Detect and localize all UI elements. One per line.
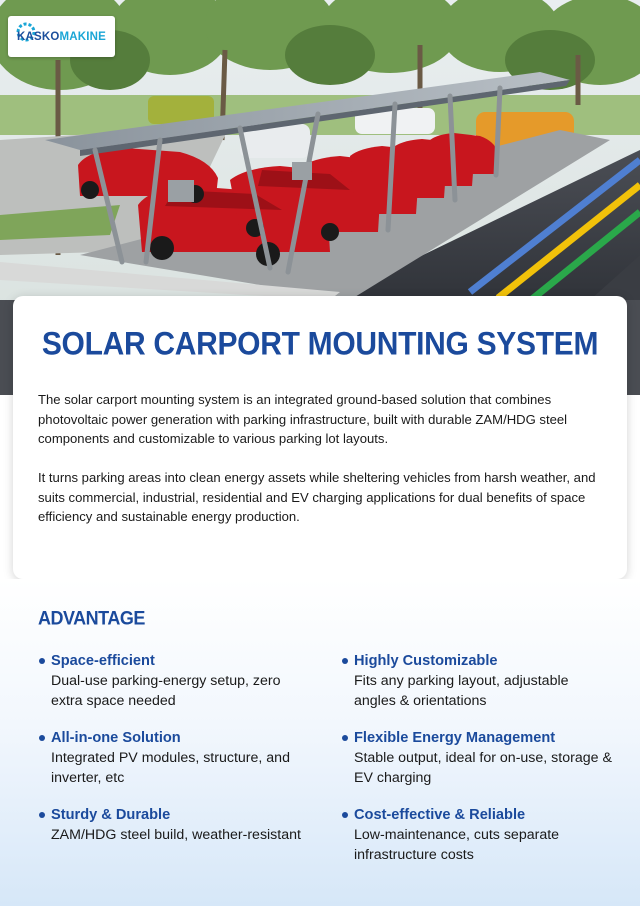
bullet-icon (39, 735, 45, 741)
advantage-item-sturdy-durable (39, 805, 309, 846)
advantage-item-title: Space-efficient (51, 653, 155, 669)
advantage-item-desc: Dual-use parking-energy setup, zero extra space needed (51, 673, 281, 709)
bullet-icon (39, 812, 45, 818)
advantage-item-title: All-in-one Solution (51, 730, 181, 746)
intro-paragraph-2: It turns parking areas into clean energy assets while sheltering vehicles from harsh weather, and suits commercial, industrial, residential and EV charging applications for dual benefits of space efficiency and sustainable energy production. (38, 470, 596, 524)
bullet-icon (342, 735, 348, 741)
advantage-item-desc: Integrated PV modules, structure, and inverter, etc (51, 750, 290, 786)
advantage-item-flexible-energy (342, 728, 612, 788)
intro-card (13, 296, 627, 579)
bullet-icon (342, 812, 348, 818)
advantage-item-all-in-one (39, 728, 309, 788)
logo-text-kasko: KASKO (16, 30, 60, 43)
bullet-icon (39, 658, 45, 664)
intro-paragraph-1: The solar carport mounting system is an integrated ground-based solution that combines photovoltaic power generation with parking infrastructure, built with durable ZAM/HDG steel components and customizable to various parking lot layouts. (38, 392, 568, 446)
advantage-item-highly-customizable (342, 651, 612, 711)
kasko-makine-logo (8, 16, 115, 57)
advantage-item-desc: ZAM/HDG steel build, weather-resistant (51, 827, 301, 843)
advantage-item-title: Flexible Energy Management (354, 730, 556, 746)
advantage-item-title: Sturdy & Durable (51, 807, 171, 823)
advantage-section (0, 579, 640, 906)
advantage-item-title: Highly Customizable (354, 653, 498, 669)
advantage-item-desc: Low-maintenance, cuts separate infrastructure costs (354, 827, 560, 863)
advantage-title: ADVANTAGE (38, 606, 145, 629)
advantage-item-desc: Stable output, ideal for on-use, storage & EV charging (354, 750, 612, 786)
bullet-icon (342, 658, 348, 664)
advantage-item-cost-effective (342, 805, 612, 865)
advantage-item-space-efficient (39, 651, 309, 711)
logo-text-makine: MAKINE (59, 30, 107, 43)
page-title: SOLAR CARPORT MOUNTING SYSTEM (41, 326, 599, 363)
advantage-item-desc: Fits any parking layout, adjustable angles & orientations (354, 673, 569, 709)
advantage-item-title: Cost-effective & Reliable (354, 807, 526, 823)
